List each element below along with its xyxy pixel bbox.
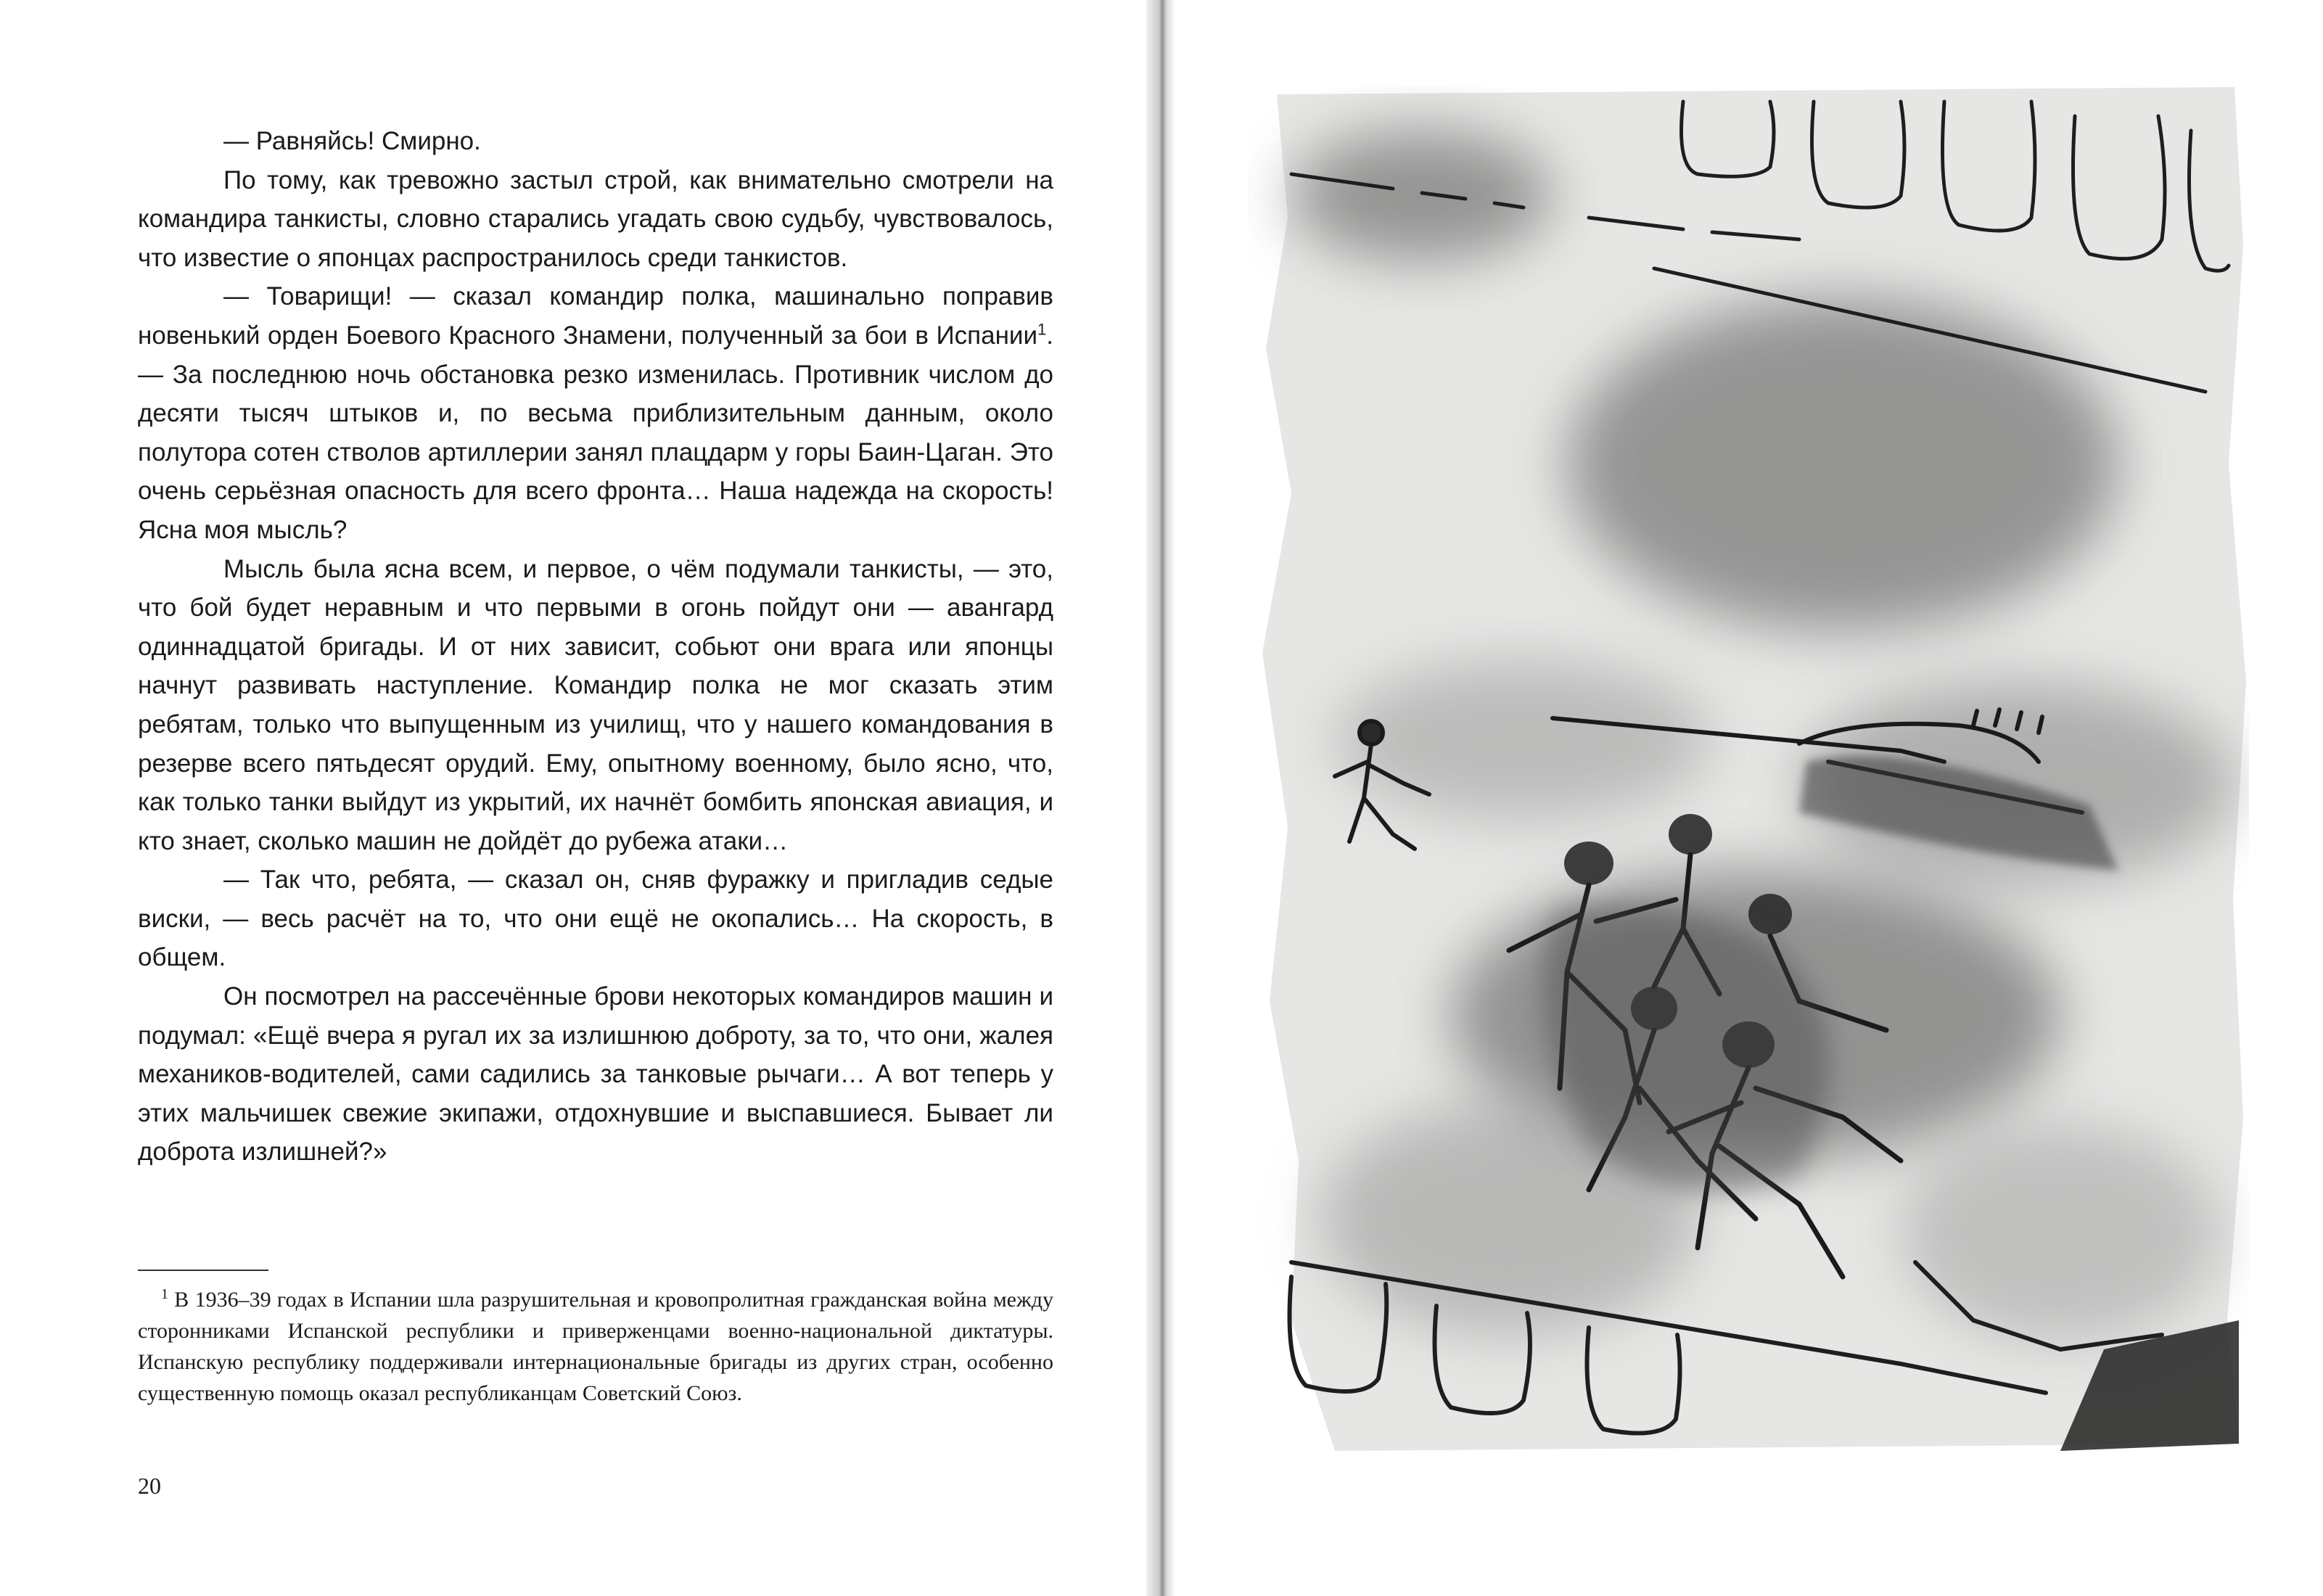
paragraph: Мысль была ясна всем, и первое, о чём подумали танкисты, — это, что бой будет неравным и что первыми в огонь пойдут они — авангард одиннадцатой бригады. И от них зависит, собьют они врага или японцы начнут развивать наступление. Командир полка не мог сказать этим ребятам, только что выпущенным из училищ, что у нашего командования в резерве всего пятьдесят орудий. Ему, опытному военному, было ясно, что, как только танки выйдут из укрытий, их начнёт бомбить японская авиация, и кто знает, сколько машин не дойдёт до рубежа атаки…	[138, 554, 1053, 855]
battle-sketch-illustration-icon	[1248, 87, 2249, 1451]
footnote-reference[interactable]: 1	[1037, 320, 1047, 339]
footnote-text: В 1936–39 годах в Испании шла разрушительная и кровопролитная гражданская война между сторонниками Испанской республики и приверженцами военно-национальной диктатуры. Испанскую республику поддерживали интернациональные бригады из других стран, особенно существенную помощь оказал республиканцам Советский Союз.	[138, 1288, 1053, 1405]
paragraph-text: . — За последнюю ночь обстановка резко изменилась. Противник числом до десяти тысяч штыков и, по весьма приблизительным данным, около полутора сотен стволов артиллерии занял плацдарм у горы Баин-Цаган. Это очень серьёзная опасность для всего фронта… Наша надежда на скорость! Ясна моя мысль?	[138, 321, 1053, 544]
paragraph-text: — Товарищи! — сказал командир полка, машинально поправив новенький орден Боевого Красного Знамени, полученный за бои в Испании	[138, 282, 1053, 350]
paragraph: По тому, как тревожно застыл строй, как внимательно смотрели на командира танкисты, словно старались угадать свою судьбу, чувствовалось, что известие о японцах распространилось среди танкистов.	[138, 165, 1053, 272]
book-gutter	[1146, 0, 1175, 1596]
body-text	[138, 122, 1053, 1172]
left-page	[0, 0, 1146, 1596]
paragraph: Он посмотрел на рассечённые брови некоторых командиров машин и подумал: «Ещё вчера я ругал их за излишнюю доброту, за то, что они, жалея механиков-водителей, сами садились за танковые рычаги… А вот теперь у этих мальчишек свежие экипажи, отдохнувшие и выспавшиеся. Бывает ли доброта излишней?»	[138, 982, 1053, 1167]
paragraph: — Равняйсь! Смирно.	[223, 127, 481, 155]
page-number: 20	[138, 1473, 161, 1499]
paragraph: — Так что, ребята, — сказал он, сняв фуражку и пригладив седые виски, — весь расчёт на то, что они ещё не окопались… На скорость, в общем.	[138, 865, 1053, 972]
paragraph	[138, 277, 1053, 549]
footnote-mark: 1	[161, 1286, 168, 1302]
footnote-divider	[138, 1270, 268, 1271]
footnote	[138, 1284, 1053, 1409]
footnote-paragraph	[138, 1284, 1053, 1409]
